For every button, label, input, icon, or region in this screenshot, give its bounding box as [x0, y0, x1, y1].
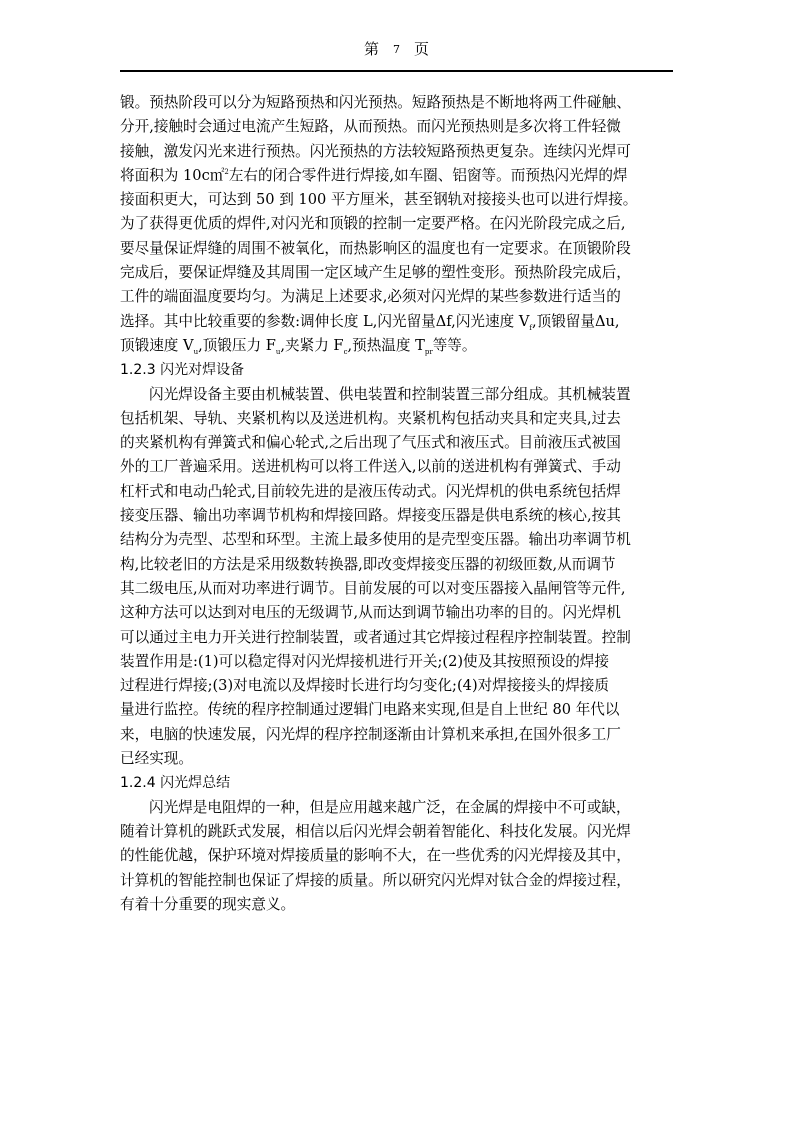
text-line: 的夹紧机构有弹簧式和偏心轮式,之后出现了气压式和液压式。目前液压式被国	[120, 434, 621, 452]
subscript: pr	[424, 347, 433, 356]
text-line: 工件的端面温度要均匀。为满足上述要求,必须对闪光焊的某些参数进行适当的	[120, 288, 621, 306]
text-line: 装置作用是:(1)可以稳定得对闪光焊接机进行开关;(2)使及其按照预设的焊接	[120, 652, 609, 670]
document-body	[120, 91, 675, 917]
text-line: 为了获得更优质的焊件,对闪光和顶锻的控制一定要严格。在闪光阶段完成之后,	[120, 215, 626, 233]
text-line: 要尽量保证焊缝的周围不被氧化，而热影响区的温度也有一定要求。在顶锻阶段	[120, 239, 631, 257]
text-line: 这种方法可以达到对电压的无级调节,从而达到调节输出功率的目的。闪光焊机	[120, 604, 621, 622]
text-run: ,顶锻留量Δu,	[531, 312, 620, 330]
paragraph-equipment	[120, 383, 675, 772]
text-line: 闪光焊设备主要由机械装置、供电装置和控制装置三部分组成。其机械装置	[149, 385, 631, 403]
text-line: 有着十分重要的现实意义。	[120, 895, 296, 913]
text-run: 选择。其中比较重要的参数:调伸长度 L,闪光留量Δf,闪光速度 V	[120, 312, 530, 330]
section-heading-1-2-4: 1.2.4 闪光焊总结	[120, 775, 231, 792]
page-label-suffix: 页	[414, 40, 430, 58]
text-line: 外的工厂普遍采用。送进机构可以将工件送入,以前的送进机构有弹簧式、手动	[120, 458, 621, 476]
text-line: 计算机的智能控制也保证了焊接的质量。所以研究闪光焊对钛合金的焊接过程，	[120, 871, 631, 889]
text-run: ,预热温度 T	[347, 336, 425, 354]
text-line: 锻。预热阶段可以分为短路预热和闪光预热。短路预热是不断地将两工件碰触、	[120, 94, 631, 111]
text-run: 左右的闭合零件进行焊接,如车圈、铝窗等。而预热闪光焊的焊	[228, 166, 628, 184]
page-header	[120, 38, 673, 59]
header-rule	[120, 70, 673, 72]
text-line: 的性能优越，保护环境对焊接质量的影响不大，在一些优秀的闪光焊接及其中，	[120, 847, 631, 865]
text-line: 量进行监控。传统的程序控制通过逻辑门电路来实现,但是自上世纪 80 年代以	[120, 701, 620, 719]
text-run: 将面积为 10c㎡	[120, 166, 225, 184]
text-line: 接变压器、输出功率调节机构和焊接回路。焊接变压器是供电系统的核心,按其	[120, 507, 621, 525]
paragraph-preheat	[120, 91, 675, 358]
text-run: 等等。	[432, 336, 477, 354]
text-line: 包括机架、导轨、夹紧机构以及送进机构。夹紧机构包括动夹具和定夹具,过去	[120, 409, 621, 427]
subscript: f	[529, 323, 532, 332]
text-run: 顶锻速度 V	[120, 336, 194, 354]
text-run: ,顶锻压力 F	[198, 336, 276, 354]
text-line: 接面积更大，可达到 50 到 100 平方厘米，甚至钢轨对接接头也可以进行焊接。	[120, 191, 638, 209]
page-number: 7	[393, 43, 400, 56]
text-line	[120, 334, 675, 358]
text-line: 接触，激发闪光来进行预热。闪光预热的方法较短路预热更复杂。连续闪光焊可	[120, 142, 631, 160]
text-line: 结构分为壳型、芯型和环型。主流上最多使用的是壳型变压器。输出功率调节机	[120, 531, 631, 549]
text-line: 构,比较老旧的方法是采用级数转换器,即改变焊接变压器的初级匝数,从而调节	[120, 555, 616, 573]
text-line: 来，电脑的快速发展，闪光焊的程序控制逐渐由计算机来承担,在国外很多工厂	[120, 725, 621, 743]
text-line: 闪光焊是电阻焊的一种，但是应用越来越广泛，在金属的焊接中不可或缺，	[149, 798, 631, 816]
paragraph-summary	[120, 796, 675, 917]
section-heading-1-2-3: 1.2.3 闪光对焊设备	[120, 362, 245, 379]
text-run: ,夹紧力 F	[280, 336, 344, 354]
superscript: 2	[224, 168, 229, 177]
text-line: 分开,接触时会通过电流产生短路，从而预热。而闪光预热则是多次将工件轻微	[120, 118, 621, 136]
text-line: 杠杆式和电动凸轮式,目前较先进的是液压传动式。闪光焊机的供电系统包括焊	[120, 482, 621, 500]
subscript: u	[275, 347, 281, 356]
text-line: 可以通过主电力开关进行控制装置，或者通过其它焊接过程程序控制装置。控制	[120, 628, 631, 646]
text-line	[120, 310, 675, 334]
subscript: u	[193, 347, 199, 356]
text-line: 随着计算机的跳跃式发展，相信以后闪光焊会朝着智能化、科技化发展。闪光焊	[120, 822, 631, 840]
subscript: c	[343, 347, 348, 356]
text-line: 其二级电压,从而对功率进行调节。目前发展的可以对变压器接入晶闸管等元件,	[120, 579, 626, 597]
page-label-prefix: 第	[363, 40, 379, 58]
text-line: 过程进行焊接;(3)对电流以及焊接时长进行均匀变化;(4)对焊接接头的焊接质	[120, 677, 609, 695]
text-line: 完成后，要保证焊缝及其周围一定区域产生足够的塑性变形。预热阶段完成后，	[120, 264, 631, 282]
text-line: 已经实现。	[120, 750, 193, 768]
text-line	[120, 164, 675, 188]
